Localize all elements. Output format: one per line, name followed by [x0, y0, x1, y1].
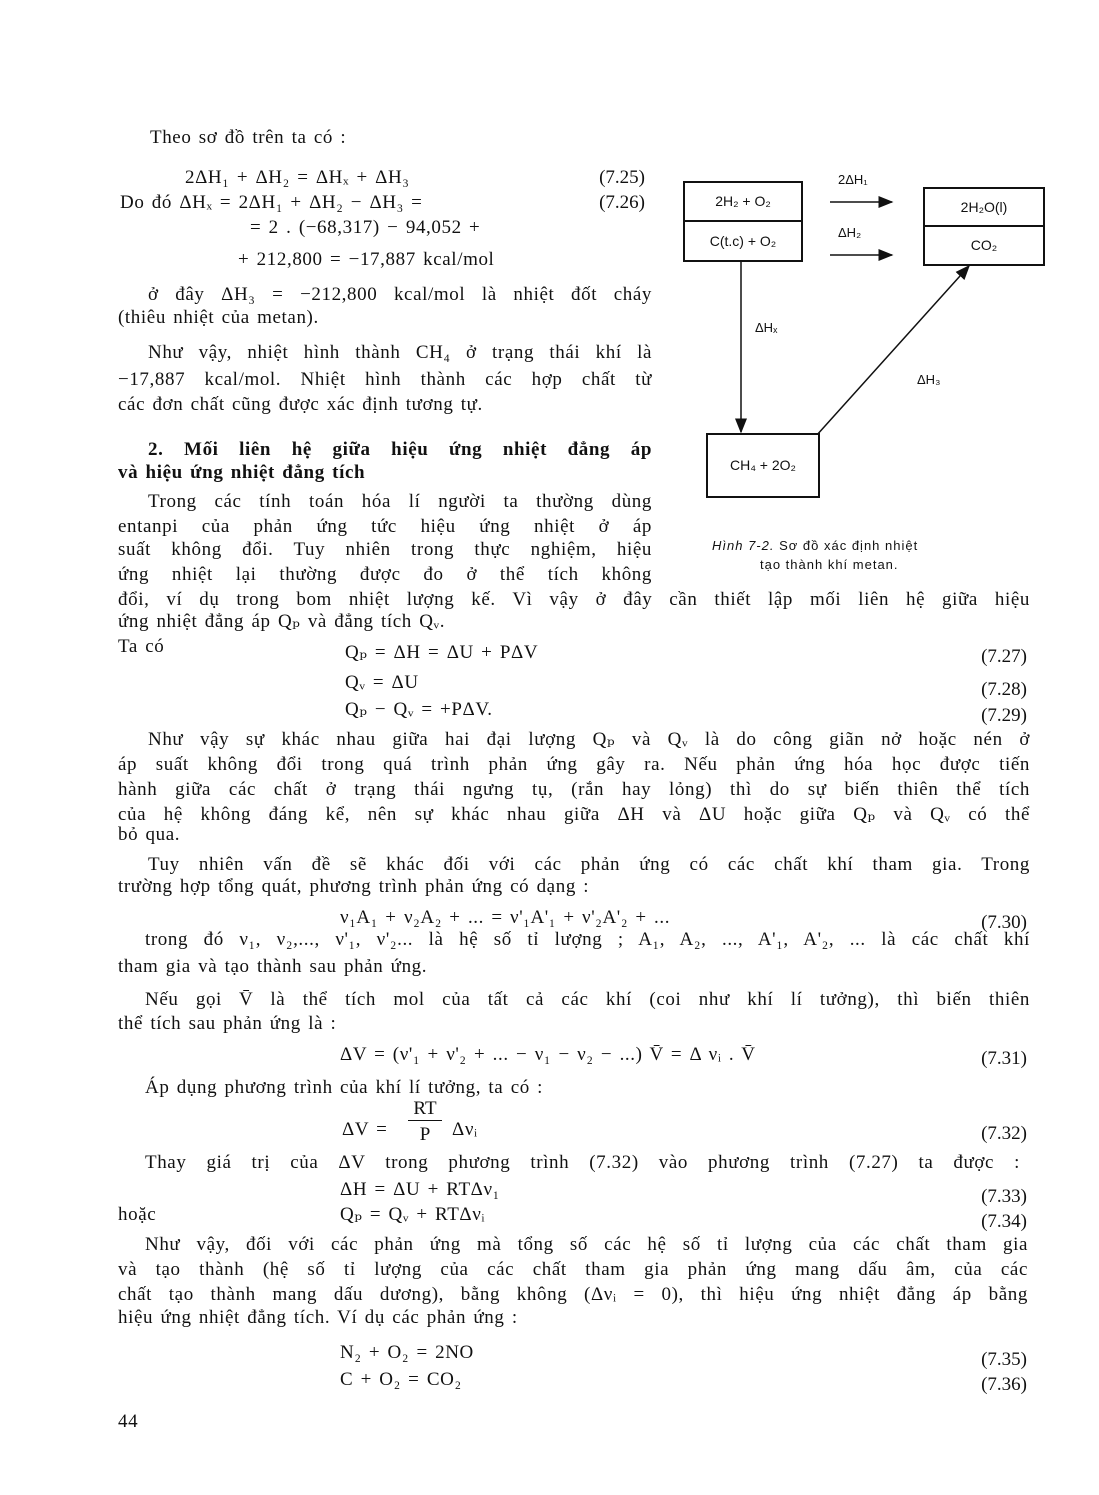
box-methane: CH₄ + 2O₂: [706, 433, 820, 498]
section-heading-line: và hiệu ứng nhiệt đẳng tích: [118, 462, 366, 483]
page-number: 44: [118, 1411, 139, 1432]
equation-e29: Qₚ − Qᵥ = +PΔV.: [345, 699, 493, 720]
equation-number: (7.29): [981, 705, 1027, 726]
equation-e27: Qₚ = ΔH = ΔU + PΔV: [345, 642, 539, 663]
section-heading-line: 2. Mối liên hệ giữa hiệu ứng nhiệt đẳng áp: [148, 439, 652, 460]
text-line: bỏ qua.: [118, 824, 181, 845]
eq-rhs: Δνᵢ: [452, 1119, 478, 1140]
box-cell: 2H₂ + O₂: [685, 183, 801, 222]
label-dh3: ΔH₃: [917, 372, 941, 387]
text-line: đổi, ví dụ trong bom nhiệt lượng kế. Vì vậy ở đây cần thiết lập mối liên hệ giữa hiệu: [118, 589, 1030, 610]
equation-e31: ΔV = (ν'₁ + ν'₂ + ... − ν₁ − ν₂ − ...) V̄ = Δ νᵢ . V̄: [340, 1044, 756, 1065]
equation-number: (7.30): [981, 912, 1027, 933]
arrow-dh3: [816, 266, 969, 436]
equation-e30: ν₁A₁ + ν₂A₂ + ... = ν'₁A'₁ + ν'₂A'₂ + ...: [340, 907, 671, 928]
text-line: và tạo thành (hệ số tỉ lượng của các chất tham gia phản ứng mang dấu âm, của các: [118, 1259, 1028, 1280]
text-line: Ta có: [118, 636, 165, 657]
text-line: −17,887 kcal/mol. Nhiệt hình thành các hợp chất từ: [118, 369, 652, 390]
equation-number: (7.35): [981, 1349, 1027, 1370]
text-line: thể tích sau phản ứng là :: [118, 1013, 337, 1034]
equation-number: (7.36): [981, 1374, 1027, 1395]
text-line: ứng nhiệt lại thường được đo ở thể tích không: [118, 564, 652, 585]
equation-number: (7.33): [981, 1186, 1027, 1207]
box-reactants: [683, 181, 803, 262]
caption-text: Sơ đồ xác định nhiệt: [779, 538, 919, 553]
text-line: ứng nhiệt đẳng áp Qₚ và đẳng tích Qᵥ.: [118, 611, 446, 632]
text-line: chất tạo thành mang dấu dương), bằng không (Δνᵢ = 0), thì hiệu ứng nhiệt đẳng áp bằng: [118, 1284, 1028, 1305]
text-line: Tuy nhiên vấn đề sẽ khác đối với các phản ứng có các chất khí tham gia. Trong: [148, 854, 1030, 875]
equation-e36: C + O₂ = CO₂: [340, 1369, 462, 1390]
text-line: hoặc: [118, 1204, 157, 1225]
figure-caption-line2: tạo thành khí metan.: [760, 557, 899, 572]
equation-e35: N₂ + O₂ = 2NO: [340, 1342, 474, 1363]
equation-number: (7.34): [981, 1211, 1027, 1232]
text-line: Như vậy, nhiệt hình thành CH₄ ở trạng thái khí là: [148, 342, 652, 363]
text-line: Áp dụng phương trình của khí lí tưởng, ta có :: [145, 1077, 544, 1098]
equation-e26: Do đó ΔHₓ = 2ΔH₁ + ΔH₂ − ΔH₃ =: [120, 192, 423, 213]
label-2dh1: 2ΔH₁: [838, 172, 868, 187]
text-line: suất không đổi. Tuy nhiên trong thực nghiệm, hiệu: [118, 539, 652, 560]
text-line: Như vậy, đối với các phản ứng mà tổng số các hệ số tỉ lượng của các chất tham gia: [145, 1234, 1028, 1255]
box-cell: C(t.c) + O₂: [709, 233, 777, 249]
equation-number: (7.27): [981, 646, 1027, 667]
equation-e33: ΔH = ΔU + RTΔν₁: [340, 1179, 500, 1200]
text-line: Thay giá trị của ΔV trong phương trình (7.32) vào phương trình (7.27) ta được :: [145, 1152, 1020, 1173]
equation-number: (7.26): [599, 192, 645, 213]
box-cell: CO₂: [970, 237, 998, 253]
text-line: trong đó ν₁, ν₂,..., ν'₁, ν'₂... là hệ số tỉ lượng ; A₁, A₂, ..., A'₁, A'₂, ... là các chất khí: [145, 929, 1030, 950]
text-line: Nếu gọi V̄ là thể tích mol của tất cả các khí (coi như khí lí tưởng), thì biến thiên: [145, 989, 1030, 1010]
text-line: Như vậy sự khác nhau giữa hai đại lượng Qₚ và Qᵥ là do công giãn nở hoặc nén ở: [148, 729, 1030, 750]
eq-denominator: P: [419, 1124, 431, 1145]
text-line: tham gia và tạo thành sau phản ứng.: [118, 956, 428, 977]
equation-number: (7.31): [981, 1048, 1027, 1069]
equation-number: (7.32): [981, 1123, 1027, 1144]
text-line: hành giữa các chất ở trạng thái ngưng tụ, (rắn hay lỏng) thì do sự biến thiên thể tích: [118, 779, 1030, 800]
box-products: [923, 187, 1045, 266]
equation-e25: 2ΔH₁ + ΔH₂ = ΔHₓ + ΔH₃: [185, 167, 410, 188]
text-line: entanpi của phản ứng tức hiệu ứng nhiệt ở áp: [118, 516, 652, 537]
box-cell: 2H₂O(l): [925, 189, 1043, 227]
eq-lhs: ΔV =: [342, 1119, 388, 1140]
equation-e34: Qₚ = Qᵥ + RTΔνᵢ: [340, 1204, 486, 1225]
equation-e28: Qᵥ = ΔU: [345, 672, 419, 693]
text-line: ở đây ΔH₃ = −212,800 kcal/mol là nhiệt đốt cháy: [148, 284, 652, 305]
equation-e26b: = 2 . (−68,317) − 94,052 +: [250, 217, 481, 238]
label-dh2: ΔH₂: [838, 225, 862, 240]
text-line: Trong các tính toán hóa lí người ta thường dùng: [148, 491, 652, 512]
text-line: Theo sơ đồ trên ta có :: [150, 127, 347, 148]
figure-caption-line1: [712, 538, 918, 553]
eq-numerator: RT: [408, 1098, 442, 1121]
equation-e26c: + 212,800 = −17,887 kcal/mol: [238, 249, 495, 270]
text-line: hiệu ứng nhiệt đẳng tích. Ví dụ các phản ứng :: [118, 1307, 518, 1328]
label-dhx: ΔHₓ: [755, 320, 778, 335]
text-line: trường hợp tổng quát, phương trình phản ứng có dạng :: [118, 876, 590, 897]
text-line: của hệ không đáng kể, nên sự khác nhau giữa ΔH và ΔU hoặc giữa Qₚ và Qᵥ có thể: [118, 804, 1030, 825]
equation-number: (7.25): [599, 167, 645, 188]
equation-number: (7.28): [981, 679, 1027, 700]
text-line: các đơn chất cũng được xác định tương tự.: [118, 394, 483, 415]
text-line: (thiêu nhiệt của metan).: [118, 307, 319, 328]
text-line: áp suất không đổi trong quá trình phản ứng gây ra. Nếu phản ứng hóa học được tiến: [118, 754, 1030, 775]
figure-number: Hình 7-2.: [712, 538, 775, 553]
